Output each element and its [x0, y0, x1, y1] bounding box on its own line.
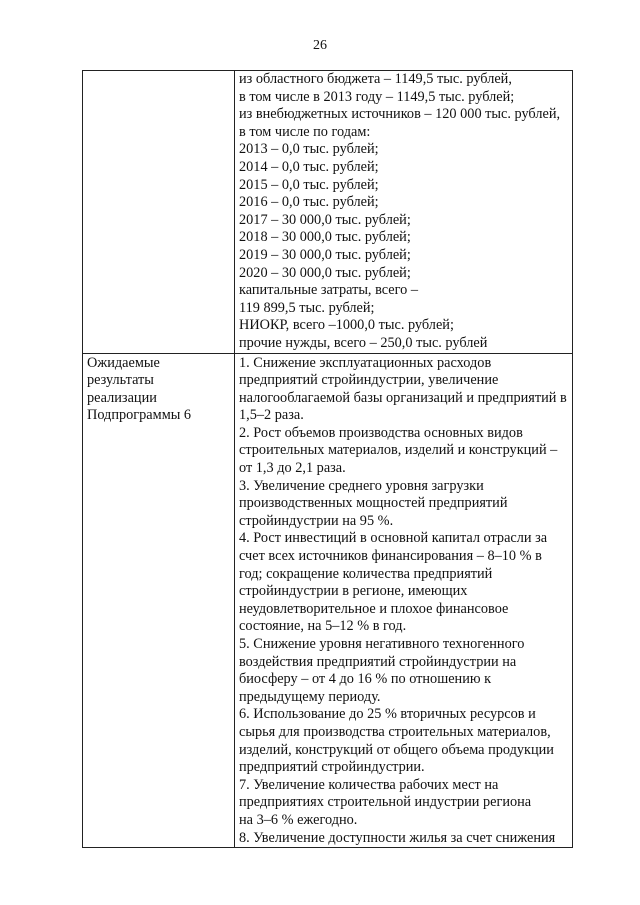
- funding-line: из внебюджетных источников – 120 000 тыс. рублей,: [239, 106, 561, 123]
- funding-row: [83, 71, 573, 354]
- funding-line: 2019 – 30 000,0 тыс. рублей;: [239, 246, 411, 263]
- results-line: 1,5–2 раза.: [239, 407, 304, 424]
- results-line: стройиндустрии в регионе, имеющих: [239, 583, 468, 600]
- results-line: сырья для производства строительных материалов,: [239, 723, 551, 740]
- funding-line: 2015 – 0,0 тыс. рублей;: [239, 176, 379, 193]
- funding-line: капитальные затраты, всего –: [239, 282, 418, 299]
- results-line: год; сокращение количества предприятий: [239, 565, 493, 582]
- results-label-line: Ожидаемые: [87, 354, 160, 371]
- results-content-cell: [235, 353, 573, 848]
- funding-line: 119 899,5 тыс. рублей;: [239, 299, 375, 316]
- results-line: 6. Использование до 25 % вторичных ресурсов и: [239, 706, 536, 723]
- results-line: предприятий стройиндустрии.: [239, 759, 425, 776]
- funding-line: 2013 – 0,0 тыс. рублей;: [239, 141, 379, 158]
- results-line: 8. Увеличение доступности жилья за счет снижения: [239, 829, 556, 846]
- results-label-line: Подпрограммы 6: [87, 407, 192, 424]
- results-line: 3. Увеличение среднего уровня загрузки: [239, 477, 484, 494]
- funding-line: 2016 – 0,0 тыс. рублей;: [239, 194, 379, 211]
- funding-line: прочие нужды, всего – 250,0 тыс. рублей: [239, 334, 488, 351]
- results-line: налогооблагаемой базы организаций и предприятий в: [239, 389, 567, 406]
- results-label-line: реализации: [87, 389, 157, 406]
- results-line: 2. Рост объемов производства основных видов: [239, 424, 523, 441]
- results-line: 5. Снижение уровня негативного техногенного: [239, 636, 525, 652]
- passport-table: [82, 70, 573, 848]
- results-line: строительных материалов, изделий и конструкций –: [239, 442, 558, 459]
- funding-content-cell: [235, 71, 573, 354]
- results-line: производственных мощностей предприятий: [239, 495, 508, 512]
- results-line: на 3–6 % ежегодно.: [239, 811, 358, 828]
- results-label-cell: [83, 353, 235, 848]
- results-line: воздействия предприятий стройиндустрии на: [239, 653, 517, 670]
- results-line: 1. Снижение эксплуатационных расходов: [239, 354, 492, 371]
- funding-line: 2018 – 30 000,0 тыс. рублей;: [239, 229, 411, 246]
- results-line: предприятий стройиндустрии, увеличение: [239, 372, 499, 389]
- results-line: состояние, на 5–12 % в год.: [239, 618, 407, 635]
- funding-line: в том числе в 2013 году – 1149,5 тыс. рублей;: [239, 88, 515, 105]
- funding-line: 2017 – 30 000,0 тыс. рублей;: [239, 211, 411, 228]
- results-line: от 1,3 до 2,1 раза.: [239, 460, 346, 477]
- results-line: неудовлетворительное и плохое финансовое: [239, 600, 509, 617]
- results-line: стройиндустрии на 95 %.: [239, 512, 394, 529]
- results-line: изделий, конструкций от общего объема продукции: [239, 741, 554, 758]
- results-label-line: результаты: [87, 372, 154, 389]
- results-line: счет всех источников финансирования – 8–10 % в: [239, 548, 542, 565]
- funding-line: НИОКР, всего –1000,0 тыс. рублей;: [239, 317, 454, 334]
- results-line: предыдущему периоду.: [239, 688, 381, 705]
- funding-line: из областного бюджета – 1149,5 тыс. рублей,: [239, 71, 512, 87]
- page-number: 26: [313, 38, 327, 53]
- results-line: 4. Рост инвестиций в основной капитал отрасли за: [239, 530, 548, 547]
- funding-label-cell: [83, 71, 235, 354]
- funding-line: в том числе по годам:: [239, 123, 371, 140]
- funding-line: 2020 – 30 000,0 тыс. рублей;: [239, 264, 411, 281]
- funding-line: 2014 – 0,0 тыс. рублей;: [239, 158, 379, 175]
- results-line: биосферу – от 4 до 16 % по отношению к: [239, 671, 492, 688]
- results-line: предприятиях строительной индустрии региона: [239, 794, 532, 811]
- results-line: 7. Увеличение количества рабочих мест на: [239, 776, 499, 793]
- results-row: [83, 353, 573, 848]
